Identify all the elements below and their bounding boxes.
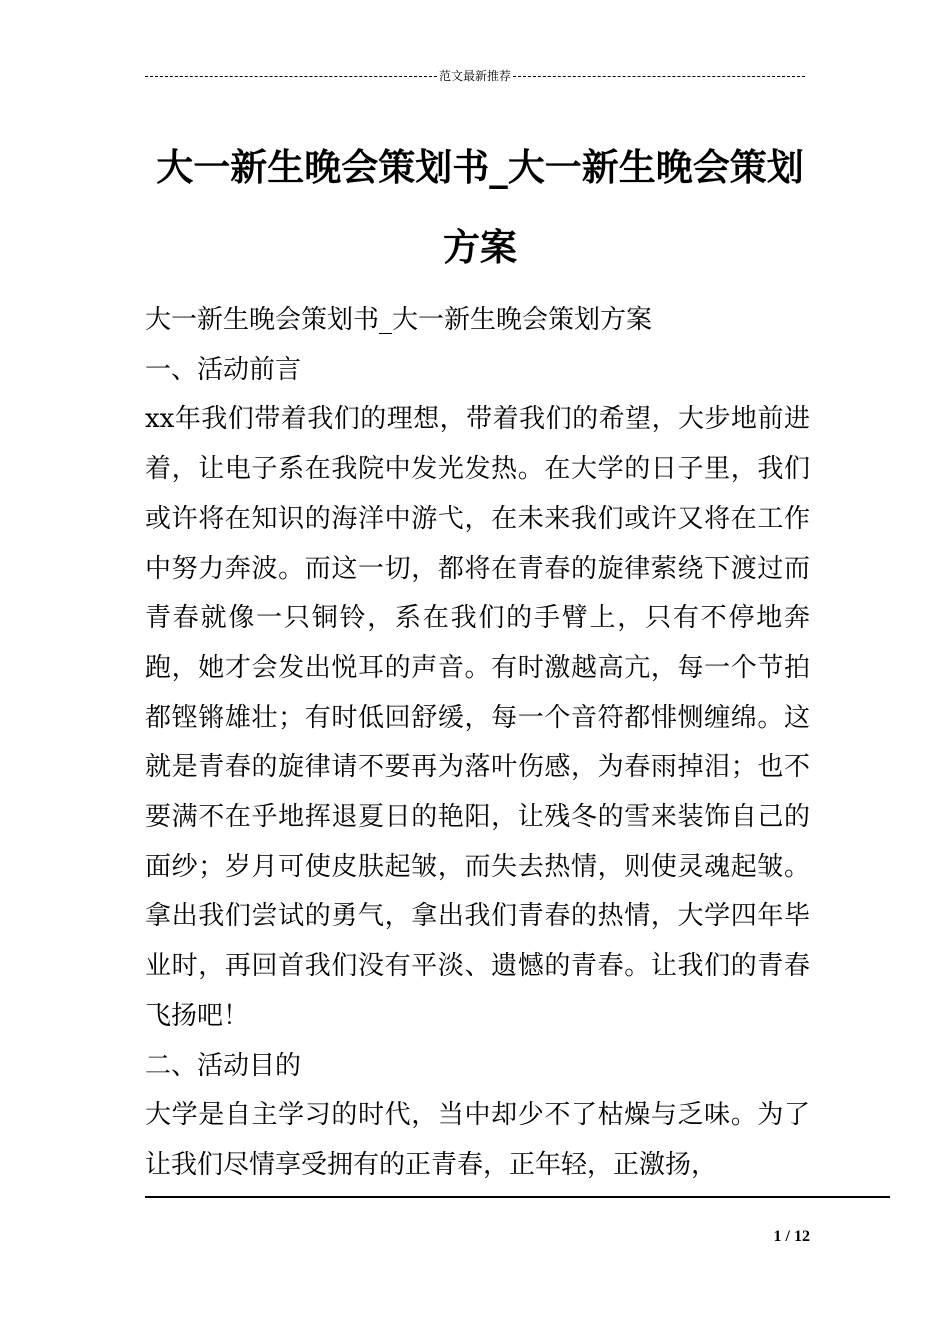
page-header — [145, 66, 805, 86]
header-label: 范文最新推荐 — [439, 69, 512, 83]
intro-line: 大一新生晚会策划书_大一新生晚会策划方案 — [145, 305, 653, 335]
document-title: 大一新生晚会策划书_大一新生晚会策划方案 — [156, 146, 804, 269]
document-body — [145, 296, 810, 1191]
section-heading: 二、活动目的 — [145, 1050, 302, 1081]
header-dash-left — [145, 76, 437, 77]
section-heading: 一、活动前言 — [145, 354, 302, 385]
section-paragraph: xx年我们带着我们的理想，带着我们的希望，大步地前进着，让电子系在我院中发光发热。在大学的日子里，我们或许将在知识的海洋中游弋，在未来我们或许又将在工作中努力奔波。而这一切，都将在青春的旋律萦绕下渡过而青春就像一只铜铃，系在我们的手臂上，只有不停地奔跑，她才会发出悦耳的声音。有时激越高亢，每一个节拍都铿锵雄壮；有时低回舒缓，每一个音符都悱恻缠绵。这就是青春的旋律请不要再为落叶伤感，为春雨掉泪；也不要满不在乎地挥退夏日的艳阳，让残冬的雪来装饰自己的面纱；岁月可使皮肤起皱，而失去热情，则使灵魂起皱。拿出我们尝试的勇气，拿出我们青春的热情，大学四年毕业时，再回首我们没有平淡、遗憾的青春。让我们的青春飞扬吧！ — [145, 404, 810, 1031]
section-paragraph: 大学是自主学习的时代，当中却少不了枯燥与乏味。为了让我们尽情享受拥有的正青春，正年轻，正激扬， — [145, 1100, 810, 1180]
footer-rule — [145, 1196, 890, 1198]
page-number: 1 / 12 — [773, 1228, 810, 1245]
header-dash-right — [513, 76, 805, 77]
